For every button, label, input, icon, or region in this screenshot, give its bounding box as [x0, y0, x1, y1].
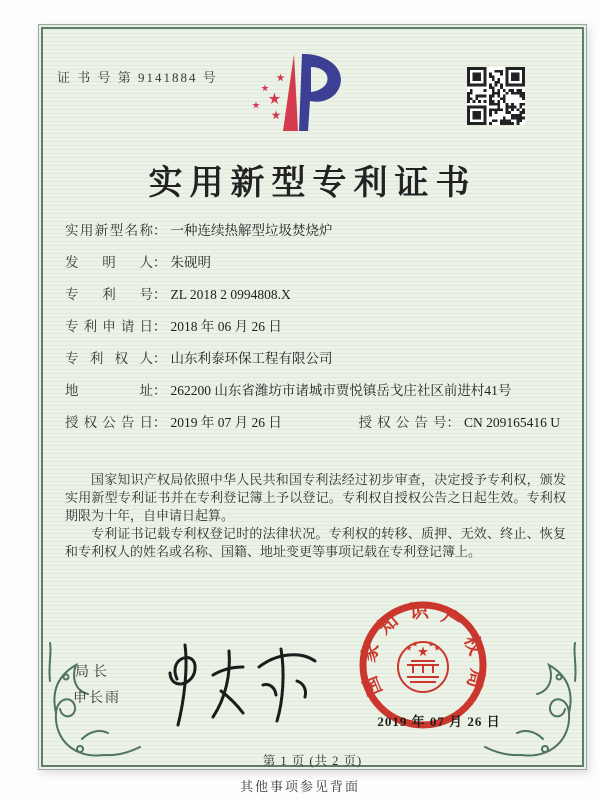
legal-paragraph: 专利证书记载专利权登记时的法律状况。专利权的转移、质押、无效、终止、恢复和专利权人的姓名或名称、国籍、地址变更等事项记载在专利登记簿上。: [65, 526, 566, 559]
grant-date: 2019 年 07 月 26 日: [170, 415, 282, 430]
cnipa-logo-icon: [244, 51, 354, 136]
certificate-title: 实用新型专利证书: [148, 165, 477, 202]
qr-code: [467, 67, 525, 125]
seal-ring-text: 国家知识产权局: [358, 600, 488, 699]
field-value: 一种连续热解型垃圾焚烧炉: [170, 223, 333, 238]
field-row-address: 地址 ： 262200 山东省潍坊市诸城市贾悦镇岳戈庄社区前进村41号: [65, 383, 512, 398]
field-label: 专利申请日: [65, 319, 153, 334]
field-label: 实用新型名称: [65, 223, 153, 238]
certificate-number: 证 书 号 第 9141884 号: [57, 70, 218, 85]
field-value: 山东利泰环保工程有限公司: [170, 351, 333, 366]
back-side-note: 其他事项参见背面: [239, 779, 360, 794]
field-value: 朱砚明: [170, 255, 211, 270]
field-row-patent-number: 专利号 ： ZL 2018 2 0994808.X: [65, 287, 291, 302]
field-row-patentee: 专利权人 ： 山东利泰环保工程有限公司: [65, 351, 333, 366]
field-label: 专利权人: [65, 351, 153, 366]
field-label: 发明人: [65, 255, 153, 270]
legal-paragraph: 国家知识产权局依照中华人民共和国专利法经过初步审查，决定授予专利权，颁发实用新型专利证书并在专利登记簿上予以登记。专利权自授权公告之日起生效。专利权期限为十年，自申请日起算。: [65, 472, 566, 523]
national-emblem: [398, 641, 448, 692]
page-indicator: 第 1 页 (共 2 页): [262, 754, 363, 768]
patent-certificate: [38, 24, 587, 770]
seal-date: 2019 年 07 月 26 日: [377, 714, 501, 729]
field-row-filing-date: 专利申请日 ： 2018 年 06 月 26 日: [65, 319, 282, 334]
field-label: 授权公告日: [65, 415, 153, 430]
legal-text: [65, 471, 566, 561]
director-title: 局长: [75, 665, 111, 680]
director-name: 申长雨: [73, 691, 121, 706]
corner-ornament-right: [483, 641, 583, 765]
field-label: 专利号: [65, 287, 153, 302]
field-row-inventor: 发明人 ： 朱砚明: [65, 255, 211, 270]
field-row-grant: 授权公告日 ： 2019 年 07 月 26 日 授权公告号 ： CN 209165416 U: [65, 415, 560, 430]
field-row-name: 实用新型名称 ： 一种连续热解型垃圾焚烧炉: [65, 223, 333, 238]
certificate-fields: [65, 221, 564, 432]
handwritten-signature: [149, 639, 329, 729]
field-value: ZL 2018 2 0994808.X: [170, 287, 291, 302]
grant-number-group: 授权公告号 ： CN 209165416 U: [358, 415, 560, 430]
field-value: 2018 年 06 月 26 日: [170, 319, 282, 334]
field-label: 授权公告号: [358, 415, 447, 430]
field-label: 地址: [65, 383, 153, 398]
field-value: 262200 山东省潍坊市诸城市贾悦镇岳戈庄社区前进村41号: [170, 383, 512, 398]
grant-number: CN 209165416 U: [463, 415, 560, 430]
